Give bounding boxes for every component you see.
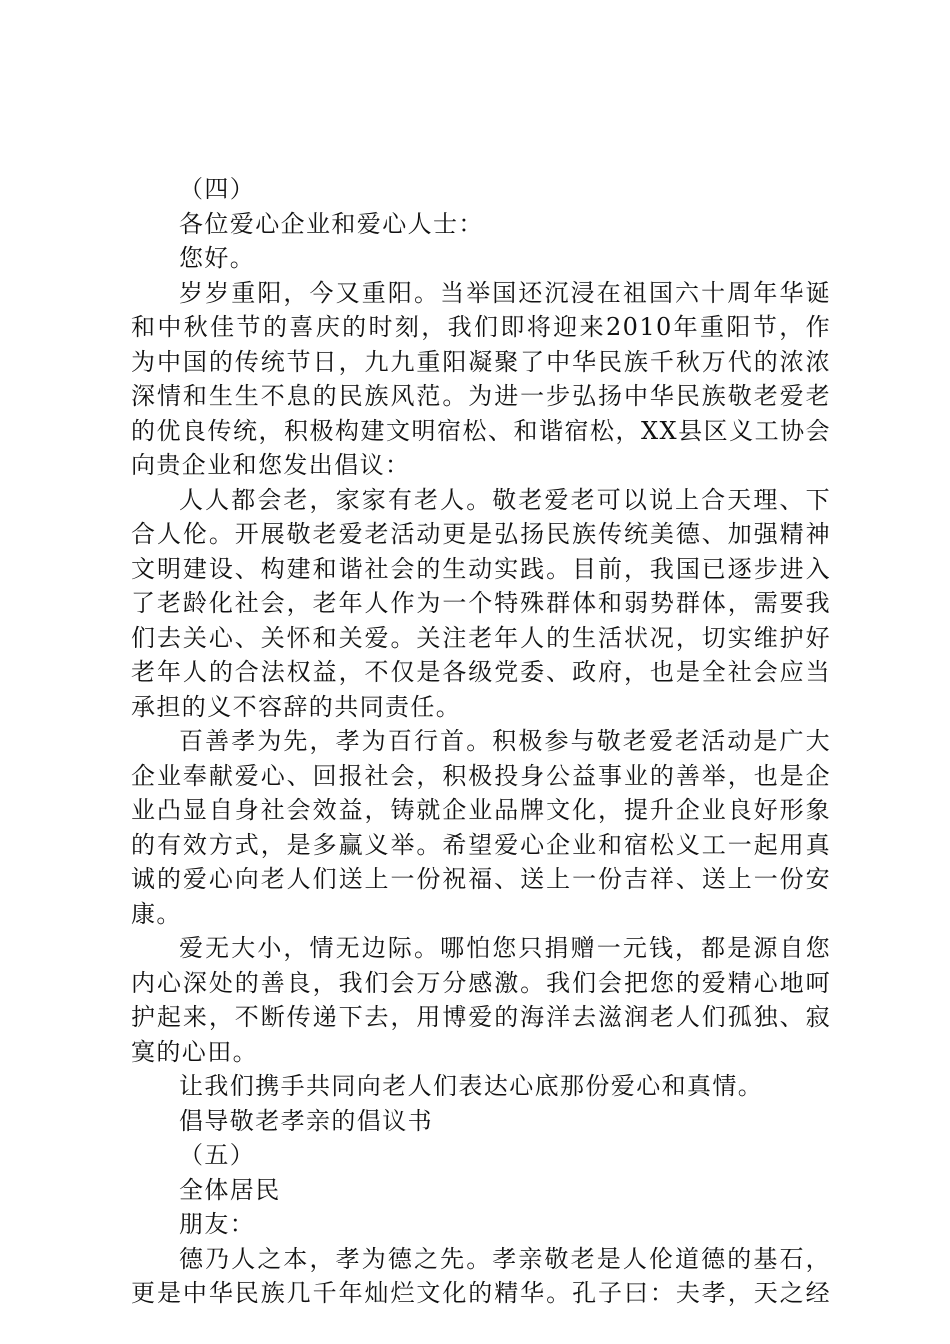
salutation-residents: 全体居民: [179, 1175, 281, 1204]
salutation-donors: 各位爱心企业和爱心人士：: [179, 209, 484, 238]
document-body: [131, 172, 831, 1311]
paragraph-virtue: 德乃人之本，孝为德之先。孝亲敬老是人伦道德的基石，更是中华民族几千年灿烂文化的精华。孔子曰：夫孝，天之经: [131, 1244, 831, 1307]
greeting: 您好。: [179, 244, 256, 272]
paragraph-filial-piety: 百善孝为先，孝为百行首。积极参与敬老爱老活动是广大企业奉献爱心、回报社会，积极投身公益事业的善举，也是企业凸显自身社会效益，铸就企业品牌文化，提升企业良好形象的有效方式，是多赢义举。希望爱心企业和宿松义工一起用真诚的爱心向老人们送上一份祝福、送上一份吉祥、送上一份安康。: [131, 727, 831, 928]
section-number-five: （五）: [179, 1141, 256, 1169]
paragraph-join-hands: 让我们携手共同向老人们表达心底那份爱心和真情。: [179, 1072, 764, 1100]
paragraph-elderly-care: 人人都会老，家家有老人。敬老爱老可以说上合天理、下合人伦。开展敬老爱老活动更是弘扬民族传统美德、加强精神文明建设、构建和谐社会的生动实践。目前，我国已逐步进入了老龄化社会，老年人作为一个特殊群体和弱势群体，需要我们去关心、关怀和关爱。关注老年人的生活状况，切实维护好老年人的合法权益，不仅是各级党委、政府，也是全社会应当承担的义不容辞的共同责任。: [131, 485, 831, 721]
section-number-four: （四）: [179, 175, 256, 203]
document-heading: 倡导敬老孝亲的倡议书: [179, 1106, 433, 1135]
salutation-friends: 朋友：: [179, 1210, 256, 1238]
paragraph-double-ninth: 岁岁重阳，今又重阳。当举国还沉浸在祖国六十周年华诞和中秋佳节的喜庆的时刻，我们即将迎来2010年重阳节，作为中国的传统节日，九九重阳凝聚了中华民族千秋万代的浓浓深情和生生不息的民族风范。为进一步弘扬中华民族敬老爱老的优良传统，积极构建文明宿松、和谐宿松，XX县区义工协会向贵企业和您发出倡议：: [131, 278, 831, 479]
paragraph-love-boundless: 爱无大小，情无边际。哪怕您只捐赠一元钱，都是源自您内心深处的善良，我们会万分感激。我们会把您的爱精心地呵护起来，不断传递下去，用博爱的海洋去滋润老人们孤独、寂寞的心田。: [131, 934, 831, 1066]
